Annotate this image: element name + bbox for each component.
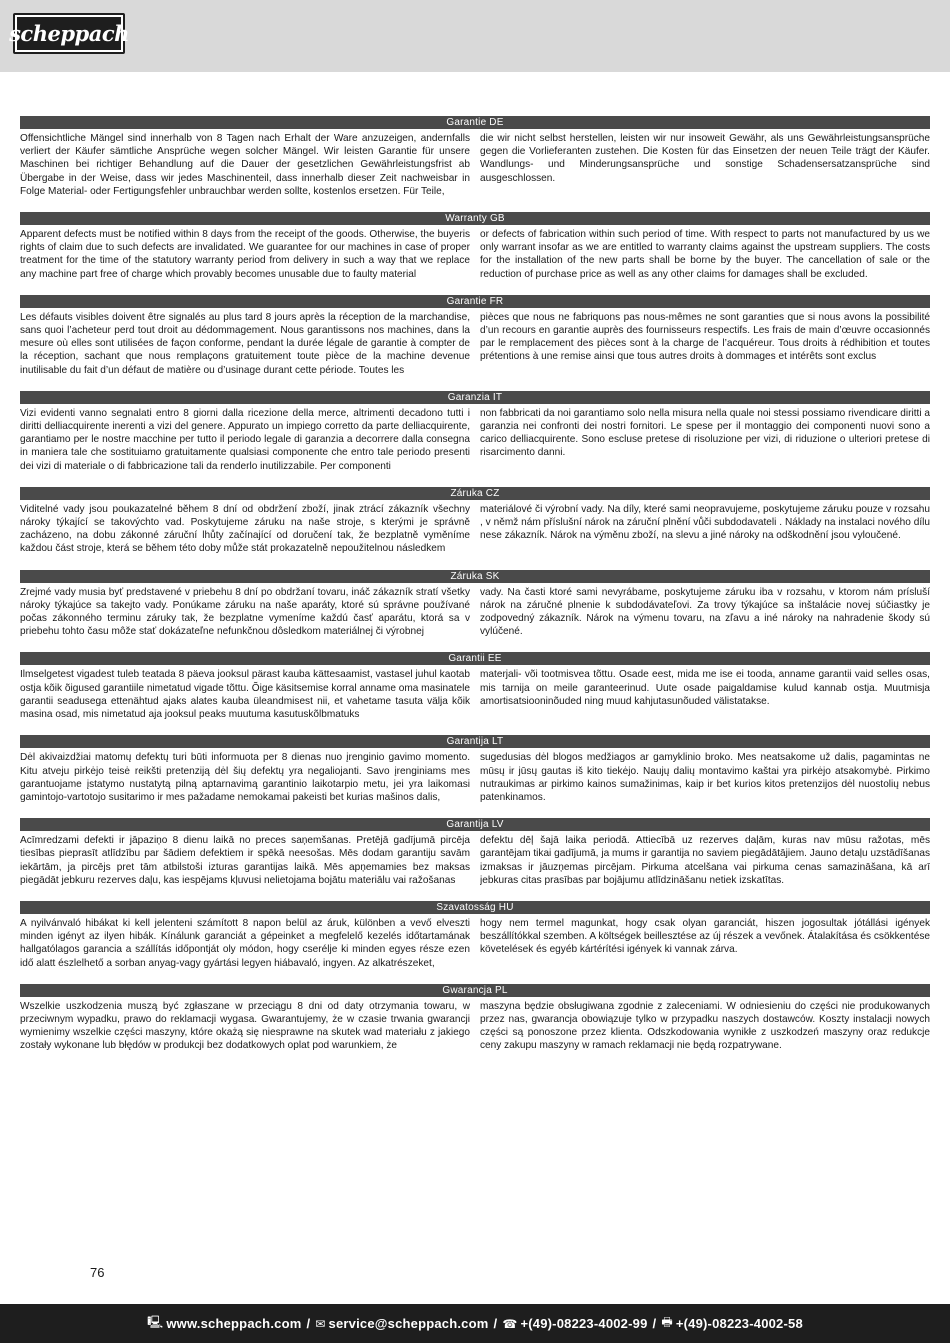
section-heading: Záruka CZ bbox=[20, 487, 930, 500]
section-text-right: die wir nicht selbst herstellen, leisten wir nur insoweit Gewähr, als uns Gewährleistungsansprüche gegen die Vorlieferanten zustehen. Die Kosten für das Einsetzen der neuen Teile trägt der Käufer. Wandlungs- und Minderungsansprüche und sonstige Schadensersatzansprüche sind ausgeschlossen. bbox=[480, 133, 930, 184]
section-heading: Szavatosság HU bbox=[20, 901, 930, 914]
section-text-left: Apparent defects must be notified within 8 days from the receipt of the goods. Otherwise, the buyeris rights of claim due to such defects are invalidated. We guarantee for our machines in case of proper treatment for the time of the statutory warranty period from delivery in such a way that we replace any machine part free of charge which provably becomes unusable due to faulty material bbox=[20, 229, 470, 280]
warranty-section-sk bbox=[20, 570, 930, 639]
section-heading: Garantie FR bbox=[20, 295, 930, 308]
section-heading: Gwarancja PL bbox=[20, 984, 930, 997]
warranty-section-pl bbox=[20, 984, 930, 1053]
section-text-left: Wszelkie uszkodzenia muszą być zgłaszane w przeciągu 8 dni od daty otrzymania towaru, w przeciwnym wypadku, prawo do reklamacji wygasa. Gwarantujemy, że w czasie trwania gwarancji wymienimy wszelkie części maszyny, które okażą się niesprawne na skutek wad materiału z jakiego zostały wykonane lub błędów w produkcji bez dodatkowych oplat pod warunkiem, że bbox=[20, 1000, 470, 1052]
section-text-right: vady. Na časti ktoré sami nevyrábame, poskytujeme záruku iba v rozsahu, v ktorom nám prísluší nárok na záručné plnenie k subdodávateľovi. Za trovy týkajúce sa inštalácie novej súčiastky je zodpovedný zákazník. Nárok na výmenu tovaru, na zľavu a iné nároky na nahradenie škody sú vylúčené. bbox=[480, 586, 930, 638]
fax-icon: 🖶 bbox=[661, 1315, 673, 1329]
section-heading: Garantii EE bbox=[20, 652, 930, 665]
section-text-left: Zrejmé vady musia byť predstavené v priebehu 8 dní po obdržaní tovaru, ináč zákazník stratí všetky nároky týkajúce sa takejto vady. Ponúkame záruku na naše aparáty, ktoré sú správne používané počas zákonného terminu záruky tak, že bezplatne vymeníme každú časť aparátu, ktorá sa v priebehu tohto času môže stať dokázateľne nefunkčnou dôsledkom materiálnej či výrobnej bbox=[20, 586, 470, 638]
warranty-section-ee bbox=[20, 652, 930, 721]
section-text-left: Acīmredzami defekti ir jāpaziņo 8 dienu laikā no preces saņemšanas. Pretējā gadījumā pircēja tiesības pieprasīt atlīdzību par šādiem defektiem ir spēkā neesošas. Mēs dodam garantiju savām iekārtām, ja pircējs pret tām atbilstoši izturas garantijas laikā. Mēs apņemamies bez maksas piegādāt jebkuru rezerves daļu, kas iespējams kļuvusi nelietojama bojātu materiālu vai ražošanas bbox=[20, 835, 470, 886]
fax-number: +(49)-08223-4002-58 bbox=[675, 1316, 803, 1331]
section-text-right: materiálové či výrobní vady. Na díly, které sami neopravujeme, poskytujeme záruku pouze v rozsahu , v němž nám příslušní nárok na záruční plnění vůči subdodavateli . Náklady na instalaci nového dílu nese zákazník. Nárok na výměnu zboží, na slevu a jiné nároky na odškodnění jsou vyloučené. bbox=[480, 503, 930, 542]
section-text-right: pièces que nous ne fabriquons pas nous-mêmes ne sont garanties que si nous avons la possibilité d’un recours en garantie auprès des fournisseurs respectifs. Les frais de main d’œuvre occasionnés par le remplacement des pièces sont à la charge de l’acquéreur. Tous droits à rédhibition et toutes prétentions à une remise ainsi que tous autres droits à dommages et intérêts sont exclus bbox=[480, 311, 930, 363]
section-text-right: sugedusias dėl blogos medžiagos ar gamyklinio broko. Mes neatsakome už dalis, pagamintas ne mūsų ir jūsų gautas iš kito tiekėjo. Naujų dalių montavimo kaštai yra pirkėjo atsakomybė. Pirkimo nutraukimas ar pirkimo kainos sumažinimas, kaip ir bet kurios kitos pretenzijos dėl nuostolių nebus patenkinamos. bbox=[480, 752, 930, 803]
section-heading: Záruka SK bbox=[20, 570, 930, 583]
computer-icon: 🖳 bbox=[147, 1315, 164, 1329]
warranty-section-lv bbox=[20, 818, 930, 887]
section-text-left: Vizi evidenti vanno segnalati entro 8 giorni dalla ricezione della merce, altrimenti decadono tutti i diritti delliacquirente inerenti a vizi del genere. Appurato un impiego corretto da parte delliacquirente, garantiamo per le nostre macchine per tutto il periodo legale di garanzia a decorrere dalla consegna in maniera tale che sostituiamo gratuitamente qualsiasi componente che entro tale periodo presenti dei vizi di materiale o di fabbricazione tali da renderlo inutilizzabile. Per componenti bbox=[20, 407, 470, 472]
warranty-section-lt bbox=[20, 735, 930, 804]
email-link[interactable]: service@scheppach.com bbox=[328, 1316, 489, 1331]
section-text-left: Offensichtliche Mängel sind innerhalb von 8 Tagen nach Erhalt der Ware anzuzeigen, andernfalls verliert der Käufer sämtliche Ansprüche wegen solcher Mängel. Wir leisten Garantie für unsere Maschinen bei richtiger Behandlung auf die Dauer der gesetzlichen Gewährleistungsfrist ab Übergabe in der Weise, dass wir jedes Maschinenteil, dass innerhalb dieser Zeit nachweisbar in Folge Material- oder Fertigungsfehler unbrauchbar werden sollte, kostenlos ersetzen. Für Teile, bbox=[20, 133, 470, 197]
section-heading: Garantija LV bbox=[20, 818, 930, 831]
section-text-left: Viditelné vady jsou poukazatelné během 8 dní od obdržení zboží, jinak ztrácí zákazník všechny nároky týkající se takovýchto vad. Poskytujeme záruku na naše stroje, s kterými je správně zacházeno, na dobu zákonné záruční lhůty začínající od doručení tak, že bezplatně vyměníme každou část stroje, která se během této doby může stát prokazatelně nepoužitelnou následkem bbox=[20, 503, 470, 555]
section-text-left: Dėl akivaizdžiai matomų defektų turi būti informuota per 8 dienas nuo įrenginio gavimo momento. Kitu atveju pirkėjo teisė reikšti pretenziją dėl šių defektų yra negaliojanti. Savo įrenginiams mes garantuojame įstatymo nustatytą pilną aptarnavimą garantinio laikotarpio metu, jei yra laikomasi gamintojo-vartotojo susitarimo ir mes pažadame nemokamai pakeisti bet kurias mašinos dalis, bbox=[20, 752, 470, 803]
section-text-left: Ilmselgetest vigadest tuleb teatada 8 päeva jooksul pärast kauba kättesaamist, vastasel juhul kaotab ostja kõik õigused garantiile nimetatud vigade tõttu. Õige käsitsemise korral anname oma masinatele garantii seadusega ettenähtud ajaks alates kauba üleandmisest nii, et vahetame tasuta välja kõik masina osad, mis nimetatud aja jooksul peaks muutuma kasutuskõlbmatuks bbox=[20, 669, 470, 721]
scheppach-logo: scheppach bbox=[13, 13, 125, 54]
section-heading: Garantija LT bbox=[20, 735, 930, 748]
warranty-section-de bbox=[20, 116, 930, 198]
warranty-section-gb bbox=[20, 212, 930, 281]
section-text-right: defektu dēļ šajā laika periodā. Attiecībā uz rezerves daļām, kuras nav mūsu ražotas, mēs garantējam tikai gadījumā, ja mums ir garantija no saviem piegādātājiem. Jauno detaļu uzstādīšanas izmaksas ir jāuzņemas pircējam. Pirkuma atcelšana vai pirkuma cenas samazināšana, kā arī jebkuras citas prasības par bojājumu atlīdzināšanu netiek izskatītas. bbox=[480, 835, 930, 886]
footer-separator: / bbox=[306, 1316, 311, 1331]
warranty-content bbox=[20, 116, 930, 1067]
footer-separator: / bbox=[652, 1316, 657, 1331]
section-text-left: A nyilvánvaló hibákat ki kell jelenteni számított 8 napon belül az áruk, különben a vevő elveszti minden igényt az ilyen hibák. Kínálunk garanciát a gépeinket a megfelelő kezelés időtartamának hallgatólagos garancia a szállítás időpontját oly módon, hogy cserélje ki minden egyes része ezen idő alatt észlelhető a sorban anyag-vagy gyártási legyen hiábavaló, ingyen. Az alkatrészeket, bbox=[20, 917, 470, 969]
section-heading: Garantie DE bbox=[20, 116, 930, 129]
page-number: 76 bbox=[90, 1265, 105, 1280]
page-header bbox=[0, 0, 950, 72]
envelope-icon: ✉ bbox=[315, 1316, 326, 1331]
section-text-right: non fabbricati da noi garantiamo solo nella misura nella quale noi stessi possiamo rivendicare diritti a garanzia nei confronti dei nostri fornitori. Le spese per il montaggio dei componenti nuovi sono a carico delliacquirente. Sono escluse pretese di risoluzione per vizi, di riduzione o ulteriori pretese di risarcimento danni. bbox=[480, 407, 930, 459]
warranty-section-fr bbox=[20, 295, 930, 377]
section-text-left: Les défauts visibles doivent être signalés au plus tard 8 jours après la réception de la marchandise, sans quoi l’acheteur perd tout droit au dédommagement. Nous garantissons nos machines, dans la mesure où elles sont utilisées de façon conforme, pendant la durée légale de garantie à compter de la réception, sachant que nous remplaçons gratuitement toute pièce de la machine devenue inutilisable du fait d’un défaut de matière ou d’usinage durant cette période. Toutes les bbox=[20, 311, 470, 376]
contact-footer bbox=[0, 1304, 950, 1343]
warranty-section-hu bbox=[20, 901, 930, 970]
footer-separator: / bbox=[493, 1316, 498, 1331]
warranty-section-it bbox=[20, 391, 930, 473]
warranty-section-cz bbox=[20, 487, 930, 556]
website-link[interactable]: www.scheppach.com bbox=[166, 1316, 302, 1331]
section-heading: Garanzia IT bbox=[20, 391, 930, 404]
section-text-right: hogy nem termel magunkat, hogy csak olyan garanciát, hiszen jogosultak jótállási igények beszállítókkal szemben. A költségek beillesztése az új részek a vevőnek. Átalakítása és csökkentése követelések és egyéb kártérítési igények ki vannak zárva. bbox=[480, 917, 930, 956]
section-heading: Warranty GB bbox=[20, 212, 930, 225]
phone-number: +(49)-08223-4002-99 bbox=[520, 1316, 648, 1331]
section-text-right: maszyna będzie obsługiwana zgodnie z zaleceniami. W odniesieniu do części nie produkowanych przez nas, gwarancja obowiązuje tylko w przypadku naszych dostawców. Koszty instalacji nowych części są ponoszone przez klienta. Odszkodowania wynikłe z uszkodzeń maszyny oraz redukcje ceny zakupu maszyny w ramach reklamacji nie będą rozpatrywane. bbox=[480, 1000, 930, 1052]
telephone-icon: ☎ bbox=[502, 1316, 518, 1331]
section-text-right: or defects of fabrication within such period of time. With respect to parts not manufactured by us we only warrant insofar as we are entitled to warranty claims against the upstream suppliers. The costs for the installation of the new parts shall be borne by the buyer. The cancellation of sale or the reduction of purchase price as well as any other claims for damages shall be excluded. bbox=[480, 229, 930, 280]
section-text-right: materjali- või tootmisvea tõttu. Osade eest, mida me ise ei tooda, anname garantii vaid selles osas, mis tarnija on meile garanteerinud. Uute osade paigaldamise kulud kannab ostja. Muutmisja amortisatsiooninõuded ning muud kahjutasunõuded välistatakse. bbox=[480, 669, 930, 707]
